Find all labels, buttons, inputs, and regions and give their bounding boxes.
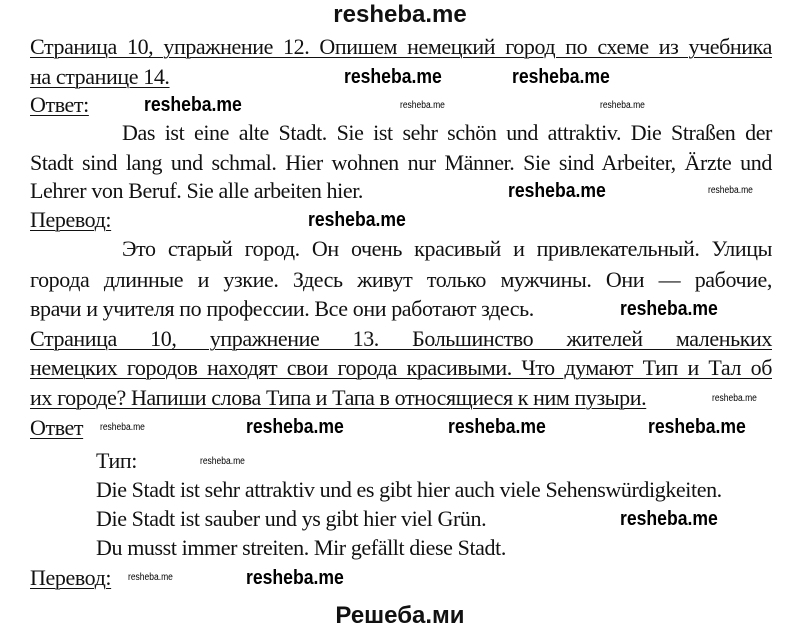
watermark: resheba.me [508, 180, 606, 202]
translation-line: города длинные и узкие. Здесь живут только мужчины. Они — рабочие, [30, 267, 772, 292]
exercise-12-title-line-1: Страница 10, упражнение 12. Опишем немецкий город по схеме из учебника [30, 34, 772, 59]
translation-line: Это старый город. Он очень красивый и привлекательный. Улицы [122, 236, 772, 261]
watermark: resheba.me [344, 66, 442, 88]
answer-line: Das ist eine alte Stadt. Sie ist sehr schön und attraktiv. Die Straßen der [122, 120, 772, 145]
exercise-13-title-line-1: Страница 10, упражнение 13. Большинство жителей маленьких [30, 326, 772, 351]
answer-line: Die Stadt ist sauber und ys gibt hier viel Grün. [96, 506, 487, 531]
exercise-13-title-line-2: немецких городов находят свои города красивыми. Что думают Тип и Тал об [30, 355, 772, 380]
exercise-13-title-line-3: их городе? Напиши слова Типа и Тапа в относящиеся к ним пузыри. [30, 385, 647, 410]
watermark: resheba.me [712, 393, 757, 404]
watermark: resheba.me [246, 567, 344, 589]
answer-line: Stadt sind lang und schmal. Hier wohnen nur Männer. Sie sind Arbeiter, Ärzte und [30, 150, 772, 175]
answer-line: Die Stadt ist sehr attraktiv und es gibt hier auch viele Sehenswürdigkeiten. [96, 477, 722, 502]
exercise-12-answer-label: Ответ: [30, 92, 89, 117]
watermark: resheba.me [308, 209, 406, 231]
watermark: resheba.me [100, 422, 145, 433]
exercise-12-title-line-2: на странице 14. [30, 64, 170, 89]
watermark: resheba.me [512, 66, 610, 88]
watermark: resheba.me [600, 100, 645, 111]
watermark: resheba.me [128, 572, 173, 583]
watermark: resheba.me [708, 185, 753, 196]
translation-line: врачи и учителя по профессии. Все они работают здесь. [30, 296, 534, 321]
header-watermark: resheba.me [333, 1, 467, 28]
answer-line: Lehrer von Beruf. Sie alle arbeiten hier. [30, 178, 364, 203]
answer-line: Du musst immer streiten. Mir gefällt diese Stadt. [96, 535, 506, 560]
watermark: resheba.me [200, 456, 245, 467]
exercise-12-translation-label: Перевод: [30, 207, 112, 232]
exercise-13-answer-label: Ответ [30, 415, 84, 440]
speaker-label: Тип: [96, 448, 137, 473]
exercise-13-translation-label: Перевод: [30, 565, 112, 590]
watermark: resheba.me [620, 298, 718, 320]
watermark: resheba.me [448, 416, 546, 438]
footer-brand: Решеба.ми [335, 602, 465, 629]
watermark: resheba.me [144, 94, 242, 116]
watermark: resheba.me [246, 416, 344, 438]
watermark: resheba.me [400, 100, 445, 111]
watermark: resheba.me [648, 416, 746, 438]
watermark: resheba.me [620, 508, 718, 530]
